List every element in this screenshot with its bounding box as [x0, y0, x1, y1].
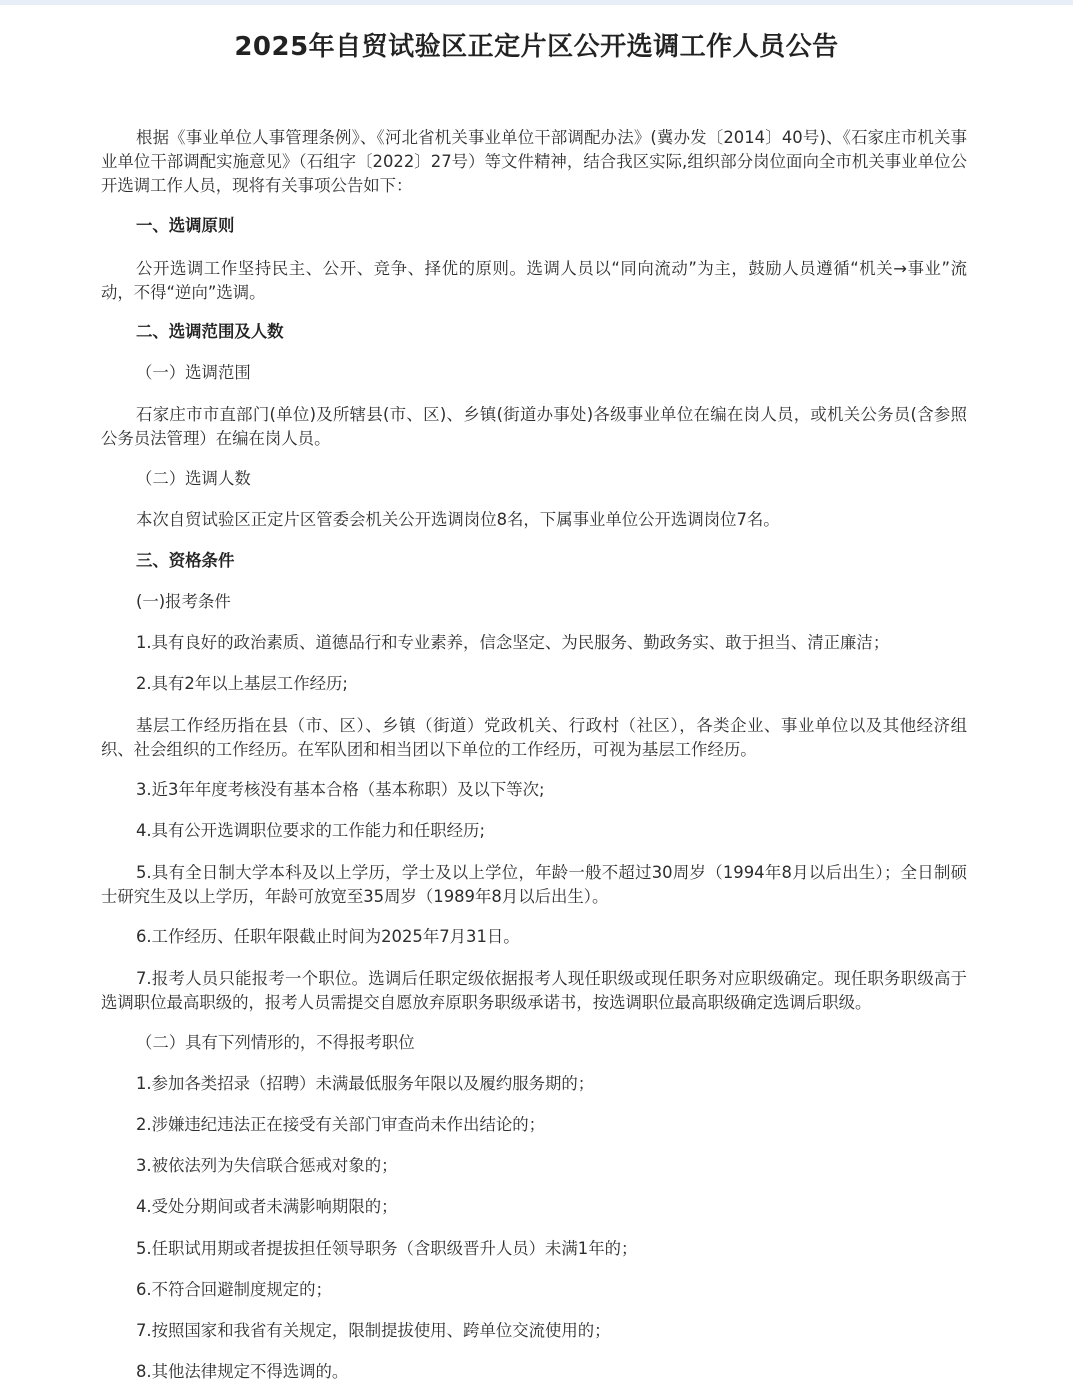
intro-paragraph: 根据《事业单位人事管理条例》、《河北省机关事业单位干部调配办法》(冀办发〔2014〕40号)、《石家庄市机关事业单位干部调配实施意见》（石组字〔2022〕27号）等文件精神，结合我区实际,组织部分岗位面向全市机关事业单位公开选调工作人员，现将有关事项公告如下： — [101, 128, 967, 195]
exclusion-item-7: 7.按照国家和我省有关规定，限制提拔使用、跨单位交流使用的； — [136, 1321, 611, 1340]
count-paragraph: 本次自贸试验区正定片区管委会机关公开选调岗位8名，下属事业单位公开选调岗位7名。 — [136, 510, 780, 529]
requirement-item-4: 4.具有公开选调职位要求的工作能力和任职经历; — [136, 821, 485, 840]
principle-paragraph: 公开选调工作坚持民主、公开、竞争、择优的原则。选调人员以“同向流动”为主，鼓励人员遵循“机关→事业”流动，不得“逆向”选调。 — [101, 259, 967, 302]
section-heading-principle: 一、选调原则 — [136, 216, 235, 235]
exclusion-item-5: 5.任职试用期或者提拔担任领导职务（含职级晋升人员）未满1年的； — [136, 1239, 638, 1258]
exclusion-item-1: 1.参加各类招录（招聘）未满最低服务年限以及履约服务期的； — [136, 1074, 595, 1093]
requirement-item-7: 7.报考人员只能报考一个职位。选调后任职定级依据报考人现任职级或现任职务对应职级确定。现任职务职级高于选调职位最高职级的，报考人员需提交自愿放弃原职务职级承诺书，按选调职位最高职级确定选调后职级。 — [101, 969, 967, 1012]
exclusion-item-8: 8.其他法律规定不得选调的。 — [136, 1362, 349, 1381]
top-strip — [0, 0, 1073, 5]
exclusion-item-4: 4.受处分期间或者未满影响期限的； — [136, 1197, 398, 1216]
page-title: 2025年自贸试验区正定片区公开选调工作人员公告 — [234, 32, 839, 62]
exclusion-item-3: 3.被依法列为失信联合惩戒对象的； — [136, 1156, 398, 1175]
exclusion-item-6: 6.不符合回避制度规定的； — [136, 1280, 332, 1299]
grassroots-experience-paragraph: 基层工作经历指在县（市、区）、乡镇（街道）党政机关、行政村（社区），各类企业、事业单位以及其他经济组织、社会组织的工作经历。在军队团和相当团以下单位的工作经历，可视为基层工作经历。 — [101, 716, 967, 759]
subheading-requirements: (一)报考条件 — [136, 592, 231, 611]
requirement-item-6: 6.工作经历、任职年限截止时间为2025年7月31日。 — [136, 927, 520, 946]
requirement-item-5: 5.具有全日制大学本科及以上学历，学士及以上学位，年龄一般不超过30周岁（1994年8月以后出生）；全日制硕士研究生及以上学历，年龄可放宽至35周岁（1989年8月以后出生）。 — [101, 863, 967, 906]
subheading-exclusions: （二）具有下列情形的，不得报考职位 — [136, 1033, 415, 1052]
subheading-count: （二）选调人数 — [136, 469, 251, 488]
requirement-item-3: 3.近3年年度考核没有基本合格（基本称职）及以下等次; — [136, 780, 545, 799]
subheading-scope: （一）选调范围 — [136, 363, 251, 382]
requirement-item-2: 2.具有2年以上基层工作经历; — [136, 674, 348, 693]
section-heading-qualifications: 三、资格条件 — [136, 551, 235, 570]
exclusion-item-2: 2.涉嫌违纪违法正在接受有关部门审查尚未作出结论的； — [136, 1115, 546, 1134]
scope-paragraph: 石家庄市市直部门(单位)及所辖县(市、区)、乡镇(街道办事处)各级事业单位在编在岗人员，或机关公务员(含参照公务员法管理）在编在岗人员。 — [101, 405, 967, 448]
section-heading-scope: 二、选调范围及人数 — [136, 322, 284, 341]
requirement-item-1: 1.具有良好的政治素质、道德品行和专业素养，信念坚定、为民服务、勤政务实、敢于担当、清正廉洁； — [136, 633, 890, 652]
